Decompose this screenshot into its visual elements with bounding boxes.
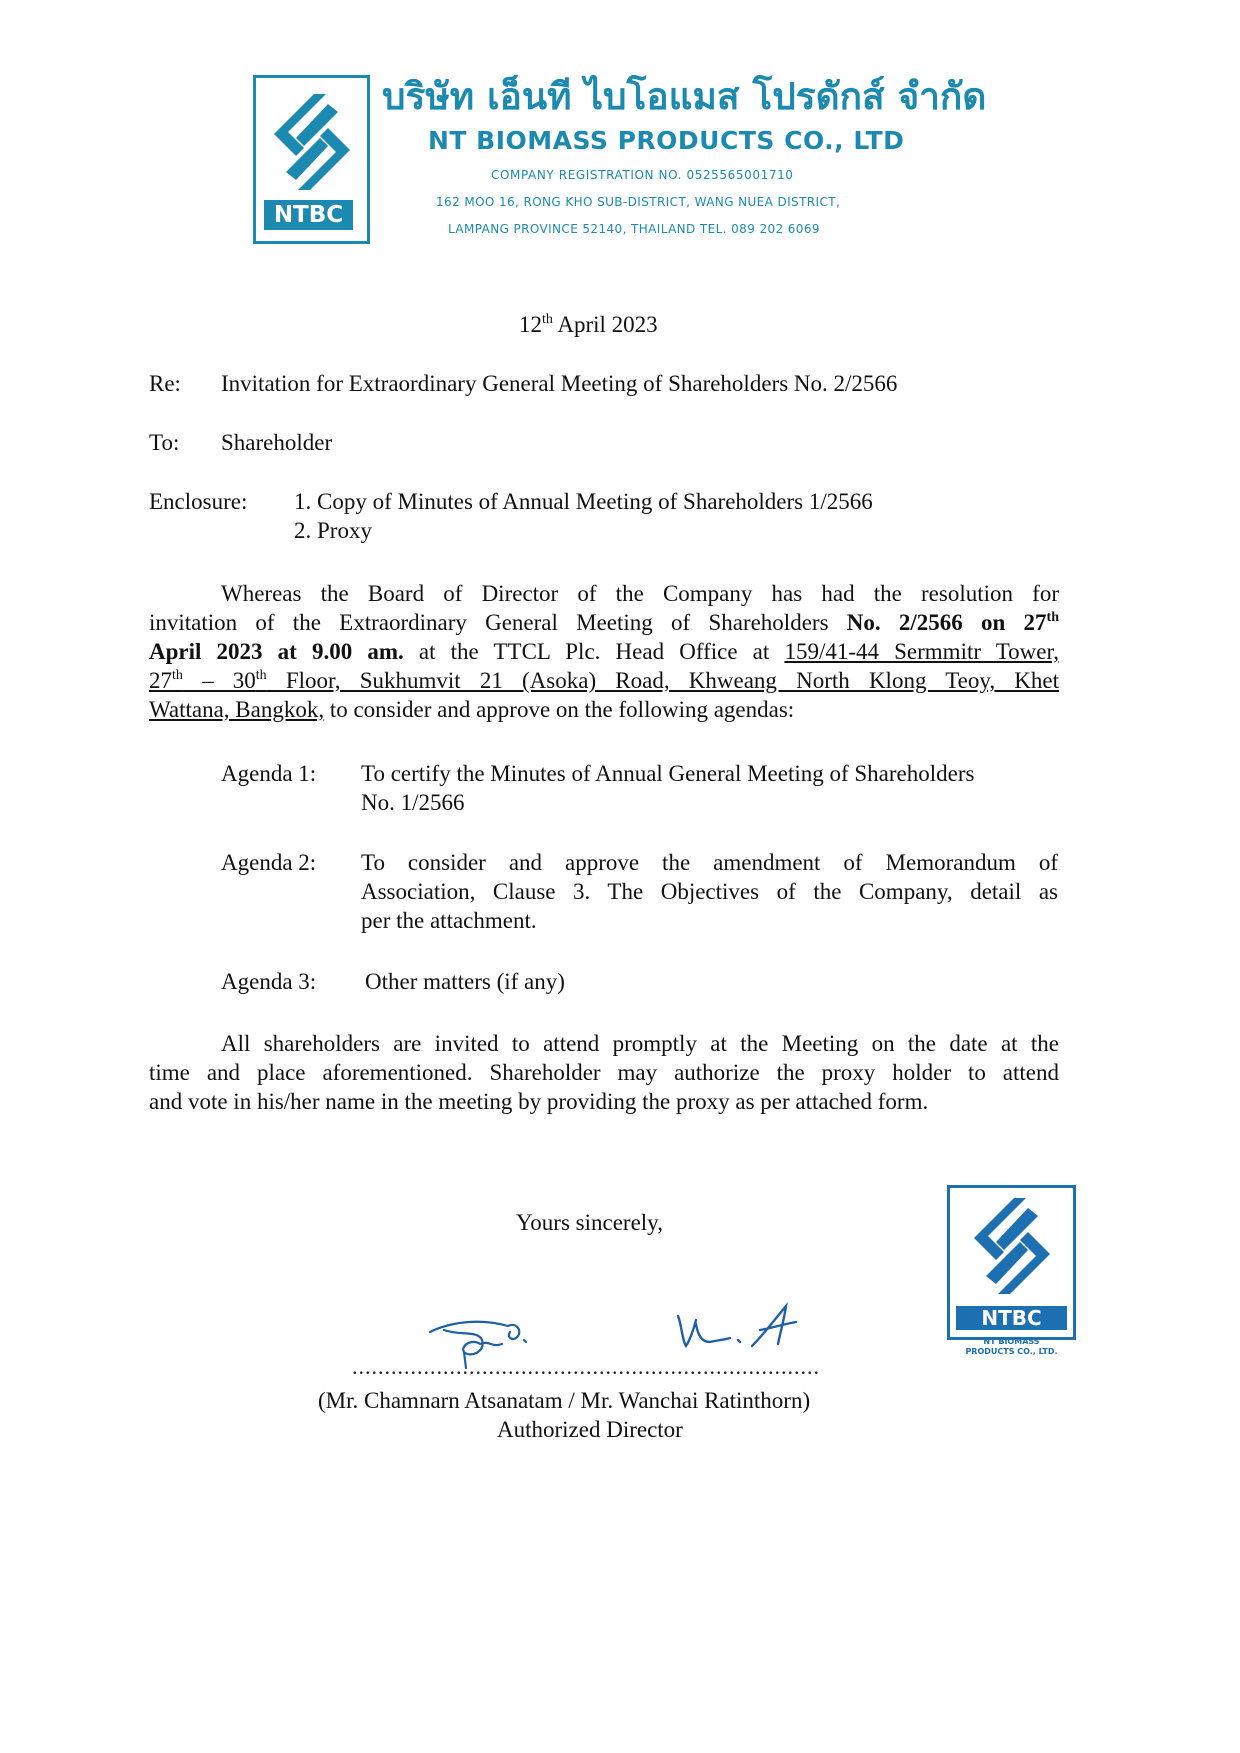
company-address-line2: LAMPANG PROVINCE 52140, THAILAND TEL. 089 202 6069 <box>448 222 820 236</box>
closing-line-3: and vote in his/her name in the meeting by providing the proxy as per attached form. <box>149 1089 929 1114</box>
re-subject: Invitation for Extraordinary General Meeting of Shareholders No. 2/2566 <box>221 371 898 396</box>
agenda-line: No. 1/2566 <box>361 790 465 815</box>
signature-dotted-line: ........................................................................ <box>352 1354 820 1379</box>
agenda-line: per the attachment. <box>361 908 537 933</box>
stamp-emblem-icon <box>968 1194 1056 1299</box>
agenda-line: Other matters (if any) <box>365 969 565 994</box>
enclosure-label: Enclosure: <box>149 489 248 514</box>
salutation: Yours sincerely, <box>516 1210 663 1235</box>
re-label: Re: <box>149 371 181 396</box>
company-registration: COMPANY REGISTRATION NO. 0525565001710 <box>491 168 794 182</box>
company-name-thai: บริษัท เอ็นที ไบโอแมส โปรดักส์ จำกัด <box>382 75 987 118</box>
agenda-text <box>361 848 1058 935</box>
to-label: To: <box>149 430 180 455</box>
agenda-label: Agenda 2: <box>221 850 317 875</box>
closing-line-2: time and place aforementioned. Shareholder may authorize the proxy holder to attend <box>149 1060 1059 1085</box>
letter-date: 12th April 2023 <box>519 312 658 337</box>
closing-line-1: All shareholders are invited to attend promptly at the Meeting on the date at the <box>221 1031 1059 1056</box>
stamp-badge: NTBC <box>956 1306 1067 1330</box>
to-recipient: Shareholder <box>221 430 333 455</box>
agenda-line: To certify the Minutes of Annual General Meeting of Shareholders <box>361 761 975 786</box>
enclosure-item: 1. Copy of Minutes of Annual Meeting of Shareholders 1/2566 <box>294 489 873 514</box>
agenda-line: Association, Clause 3. The Objectives of the Company, detail as <box>361 879 1058 904</box>
signatory-names: (Mr. Chamnarn Atsanatam / Mr. Wanchai Ratinthorn) <box>318 1388 811 1413</box>
agenda-label: Agenda 3: <box>221 969 317 994</box>
intro-line-4: 27th – 30th Floor, Sukhumvit 21 (Asoka) Road, Khweang North Klong Teoy, Khet <box>149 668 1060 693</box>
company-name-english: NT BIOMASS PRODUCTS CO., LTD <box>428 126 905 155</box>
stamp-caption-1: NT BIOMASS <box>983 1337 1040 1346</box>
closing-paragraph <box>149 1029 1059 1116</box>
agenda-text <box>361 759 1058 817</box>
company-stamp <box>947 1185 1076 1340</box>
agenda-text <box>365 967 1062 996</box>
stamp-caption-2: PRODUCTS CO., LTD. <box>965 1347 1058 1356</box>
company-address-line1: 162 MOO 16, RONG KHO SUB-DISTRICT, WANG NUEA DISTRICT, <box>436 195 841 209</box>
agenda-line: To consider and approve the amendment of Memorandum of <box>361 850 1058 875</box>
signature-wanchai <box>668 1300 818 1360</box>
signatory-title: Authorized Director <box>497 1417 683 1442</box>
intro-paragraph <box>149 579 1059 724</box>
agenda-label: Agenda 1: <box>221 761 317 786</box>
intro-line-2: invitation of the Extraordinary General Meeting of Shareholders No. 2/2566 on 27th <box>149 610 1059 635</box>
company-logo <box>253 75 370 244</box>
logo-badge: NTBC <box>264 200 353 230</box>
intro-line-1: Whereas the Board of Director of the Company has had the resolution for <box>221 581 1059 606</box>
logo-emblem-icon <box>268 90 356 195</box>
intro-line-5: Wattana, Bangkok, to consider and approve on the following agendas: <box>149 697 795 722</box>
intro-line-3: April 2023 at 9.00 am. at the TTCL Plc. Head Office at 159/41-44 Sermmitr Tower, <box>149 639 1059 664</box>
enclosure-item: 2. Proxy <box>294 518 372 543</box>
